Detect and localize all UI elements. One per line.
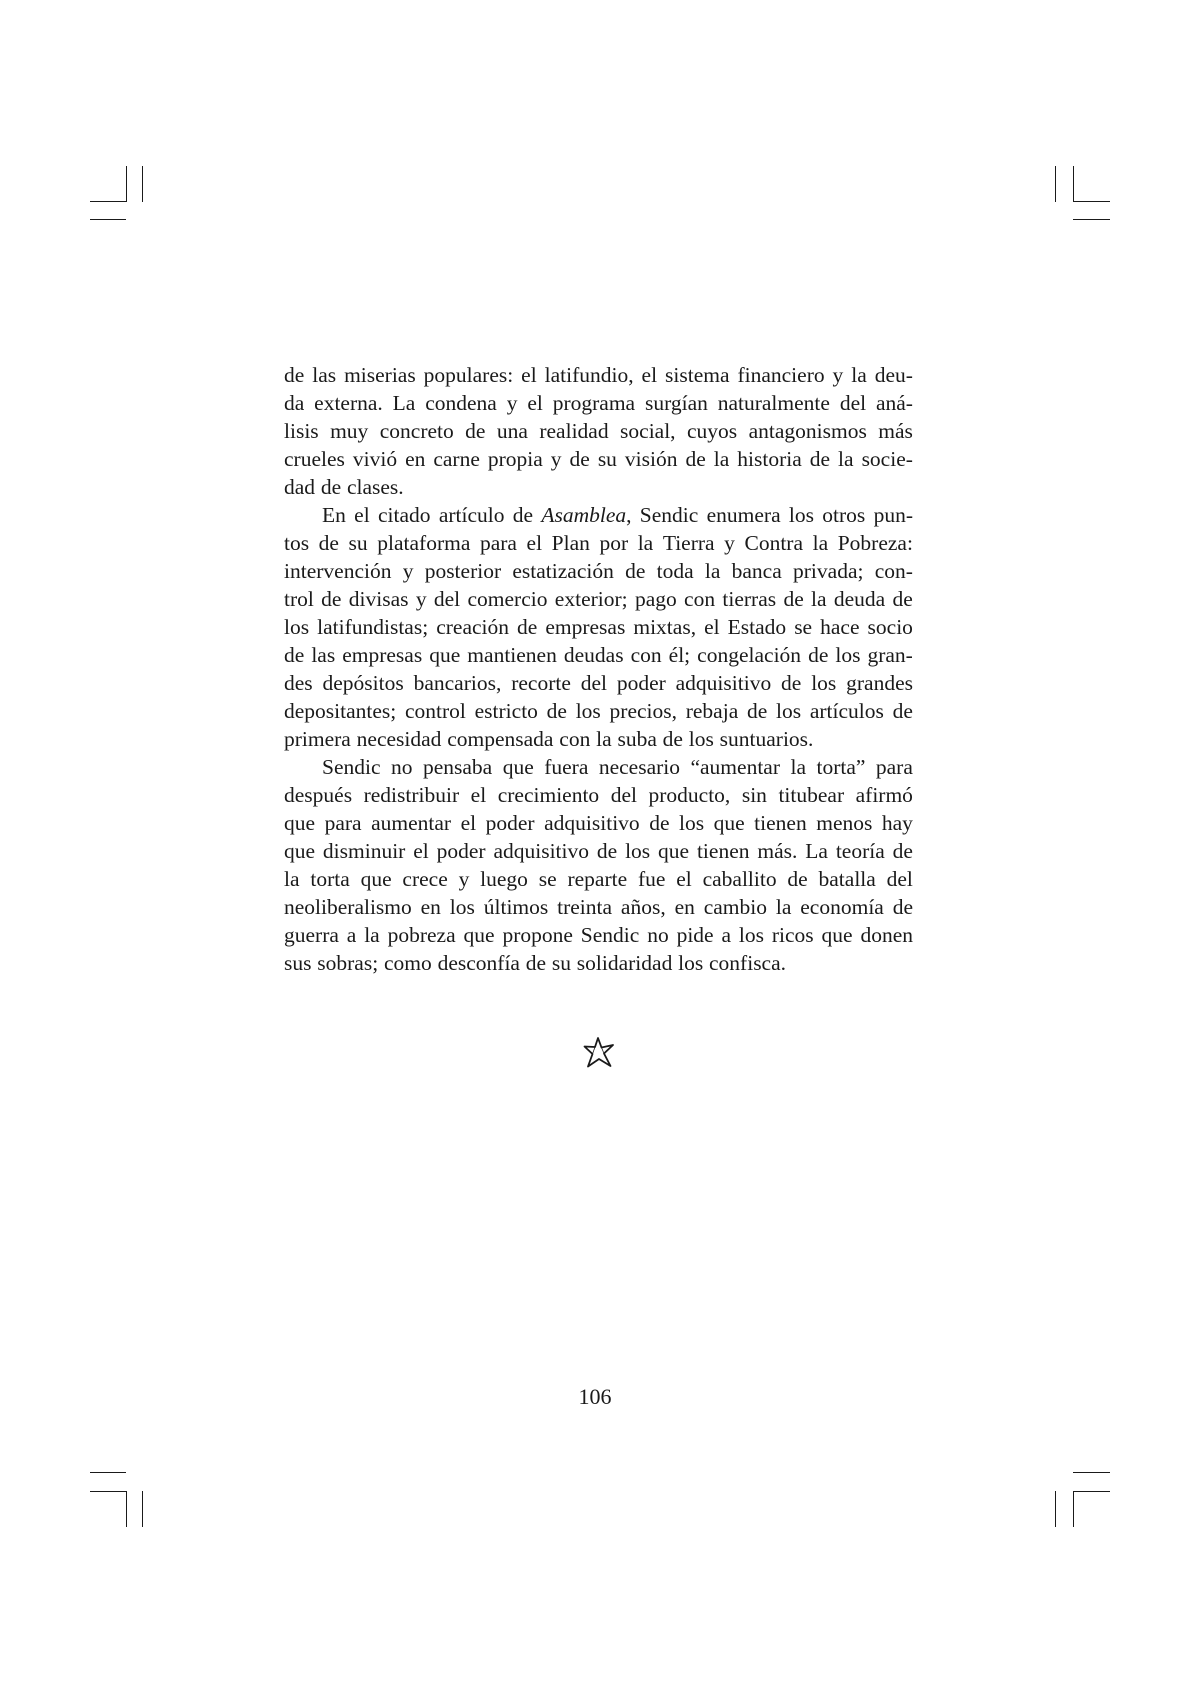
text-line: tos de su plataforma para el Plan por la Tierra y Contra la Pobreza: [284, 531, 913, 555]
crop-mark [90, 219, 126, 220]
text-line: de las miserias populares: el latifundio, el sistema financiero y la deu- [284, 363, 913, 387]
crop-mark [126, 1491, 127, 1527]
crop-mark [126, 166, 127, 202]
page-number: 106 [578, 1384, 612, 1409]
text-line: primera necesidad compensada con la suba de los suntuarios. [284, 727, 814, 751]
crop-mark [142, 166, 143, 202]
text-line: que disminuir el poder adquisitivo de los que tienen más. La teoría de [284, 839, 913, 863]
text-line: da externa. La condena y el programa surgían naturalmente del aná- [284, 391, 913, 415]
text-line: sus sobras; como desconfía de su solidaridad los confisca. [284, 951, 787, 975]
text-line: la torta que crece y luego se reparte fue el caballito de batalla del [284, 867, 913, 891]
text-line: que para aumentar el poder adquisitivo de los que tienen menos hay [284, 811, 913, 835]
text-line: Sendic no pensaba que fuera necesario “aumentar la torta” para [322, 755, 913, 779]
text-line: guerra a la pobreza que propone Sendic no pide a los ricos que donen [284, 923, 913, 947]
text-line: En el citado artículo de Asamblea, Sendic enumera los otros pun- [322, 503, 913, 527]
text-line: crueles vivió en carne propia y de su visión de la historia de la socie- [284, 447, 913, 471]
crop-mark [1073, 201, 1110, 202]
text-line: des depósitos bancarios, recorte del poder adquisitivo de los grandes [284, 671, 913, 695]
crop-mark [1073, 1472, 1110, 1473]
crop-mark [1073, 219, 1110, 220]
text-line: intervención y posterior estatización de toda la banca privada; con- [284, 559, 913, 583]
text-line: trol de divisas y del comercio exterior; pago con tierras de la deuda de [284, 587, 913, 611]
crop-mark [90, 1472, 126, 1473]
crop-mark [1073, 1491, 1110, 1492]
text-line: de las empresas que mantienen deudas con él; congelación de los gran- [284, 643, 913, 667]
text-line: los latifundistas; creación de empresas mixtas, el Estado se hace socio [284, 615, 913, 639]
crop-mark [1073, 166, 1074, 202]
crop-mark [90, 201, 126, 202]
text-line: lisis muy concreto de una realidad social, cuyos antagonismos más [284, 419, 913, 443]
text-line: dad de clases. [284, 475, 404, 499]
crop-mark [142, 1491, 143, 1527]
body-text [284, 361, 913, 977]
text-line: después redistribuir el crecimiento del producto, sin titubear afirmó [284, 783, 913, 807]
crop-mark [1055, 166, 1056, 202]
crop-mark [90, 1491, 126, 1492]
text-line: depositantes; control estricto de los precios, rebaja de los artículos de [284, 699, 913, 723]
text-line: neoliberalismo en los últimos treinta años, en cambio la economía de [284, 895, 913, 919]
star-outline-icon [582, 1035, 616, 1069]
crop-mark [1055, 1491, 1056, 1527]
crop-mark [1073, 1491, 1074, 1527]
